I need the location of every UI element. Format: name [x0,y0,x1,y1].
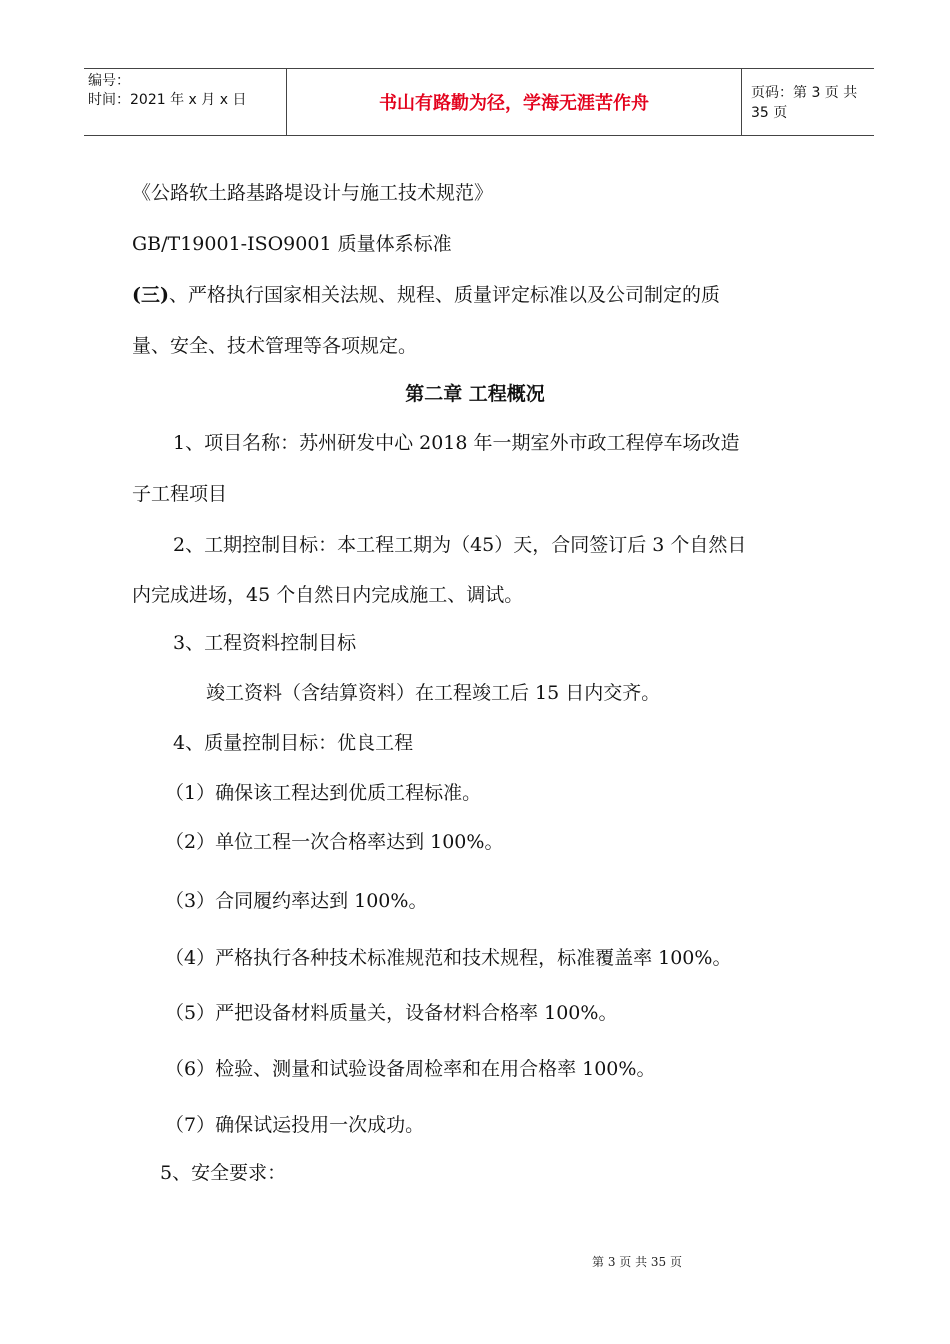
footer-page-number: 第 3 页 共 35 页 [592,1255,682,1269]
item-2-line-1: 2、工期控制目标：本工程工期为（45）天，合同签订后 3 个自然日 [173,534,747,556]
page-header [84,68,874,136]
section-three-continuation: 量、安全、技术管理等各项规定。 [132,335,418,357]
item-2-line-2: 内完成进场，45 个自然日内完成施工、调试。 [132,584,524,606]
document-date-label: 时间：2021 年 x 月 x 日 [88,92,247,108]
header-motto: 书山有路勤为径，学海无涯苦作舟 [379,93,649,114]
quality-goal-4: （4）严格执行各种技术标准规范和技术规程，标准覆盖率 100%。 [165,947,732,969]
quality-goal-6: （6）检验、测量和试验设备周检率和在用合格率 100%。 [165,1058,656,1080]
section-three-text: 、严格执行国家相关法规、规程、质量评定标准以及公司制定的质 [168,284,720,306]
quality-goal-7: （7）确保试运投用一次成功。 [165,1114,425,1136]
item-5: 5、安全要求： [160,1162,287,1184]
header-page-number: 页码：第 3 页 共 35 页 [751,85,858,121]
standard-reference-1: 《公路软土路基路堤设计与施工技术规范》 [132,182,494,204]
item-3-detail: 竣工资料（含结算资料）在工程竣工后 15 日内交齐。 [206,682,661,704]
item-1-line-2: 子工程项目 [132,483,228,505]
quality-goal-1: （1）确保该工程达到优质工程标准。 [165,782,482,804]
header-motto-cell [286,69,742,135]
item-1-line-1: 1、项目名称：苏州研发中心 2018 年一期室外市政工程停车场改造 [173,432,740,454]
section-three-marker: (三) [132,284,169,306]
item-3: 3、工程资料控制目标 [173,632,357,654]
header-meta [84,69,286,135]
quality-goal-5: （5）严把设备材料质量关，设备材料合格率 100%。 [165,1002,618,1024]
section-three-line [132,282,720,308]
item-4: 4、质量控制目标：优良工程 [173,732,414,754]
quality-goal-2: （2）单位工程一次合格率达到 100%。 [165,831,504,853]
header-page-cell [742,69,874,135]
standard-reference-2: GB/T19001-ISO9001 质量体系标准 [132,233,452,255]
chapter-title: 第二章 工程概况 [405,383,545,405]
document-number-label: 编号： [88,73,130,89]
quality-goal-3: （3）合同履约率达到 100%。 [165,890,428,912]
